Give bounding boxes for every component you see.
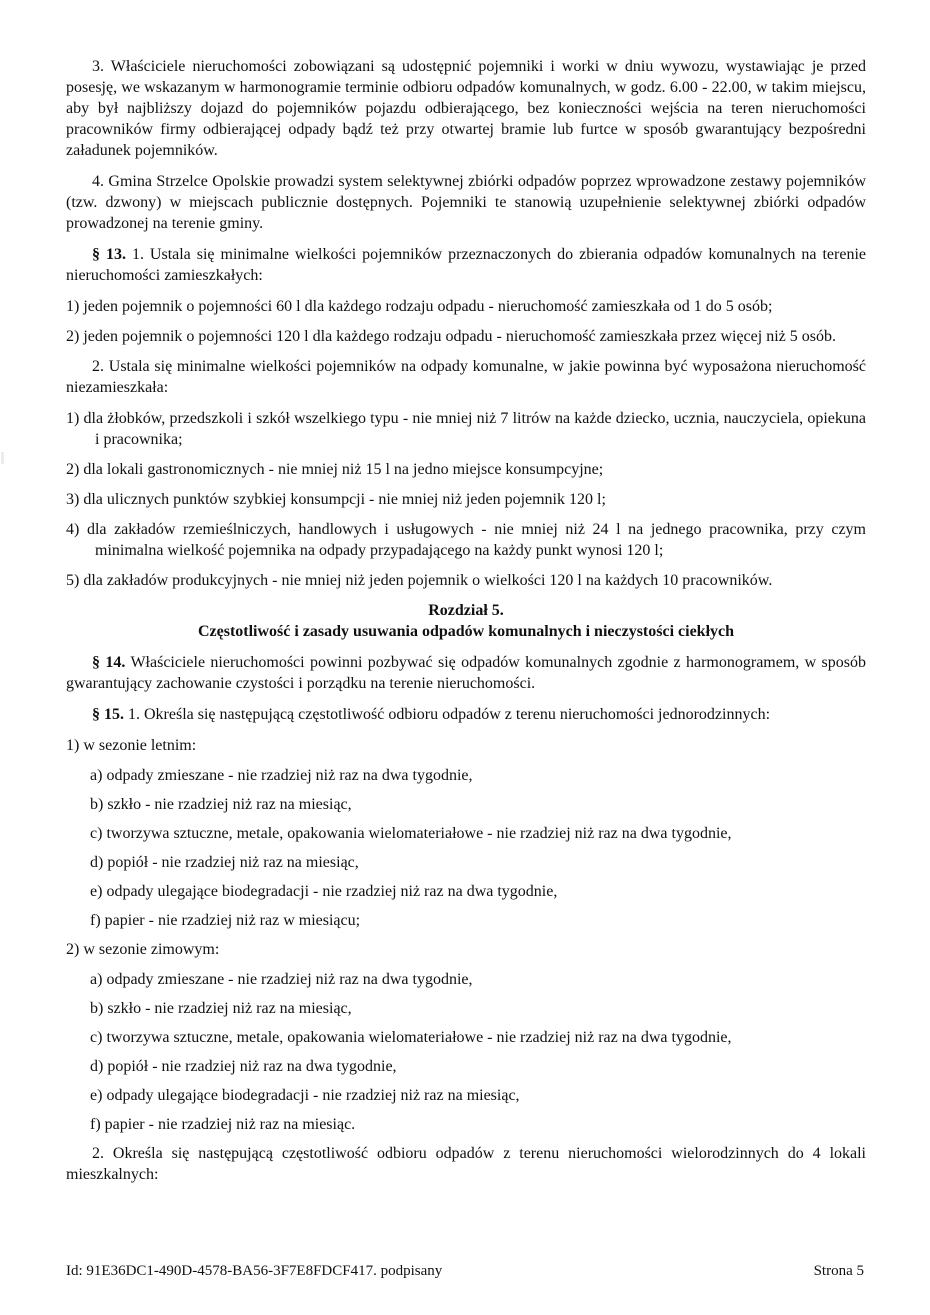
document-content — [66, 56, 866, 1195]
item-text: tworzywa sztuczne, metale, opakowania wielomateriałowe - nie rzadziej niż raz na dwa tygodnie, — [106, 825, 732, 842]
item-text: popiół - nie rzadziej niż raz na miesiąc, — [107, 854, 359, 871]
sub-list-item — [66, 910, 866, 931]
scan-artifact — [1, 452, 4, 464]
section-symbol: § 14. — [92, 654, 126, 671]
item-marker: f) — [90, 1116, 105, 1133]
paragraph — [66, 1143, 866, 1185]
item-text: tworzywa sztuczne, metale, opakowania wielomateriałowe - nie rzadziej niż raz na dwa tygodnie, — [106, 1029, 732, 1046]
paragraph — [66, 244, 866, 286]
item-marker: 1) — [66, 410, 84, 427]
item-text: papier - nie rzadziej niż raz na miesiąc. — [104, 1116, 356, 1133]
paragraph — [66, 356, 866, 398]
sub-list-item — [66, 852, 866, 873]
item-text: papier - nie rzadziej niż raz w miesiącu; — [104, 912, 361, 929]
item-text: jeden pojemnik o pojemności 120 l dla każdego rodzaju odpadu - nieruchomość zamieszkała przez więcej niż 5 osób. — [83, 328, 836, 345]
list-item — [66, 735, 866, 756]
item-marker: e) — [90, 1087, 107, 1104]
sub-list-item — [66, 1085, 866, 1106]
item-text: w sezonie zimowym: — [83, 941, 220, 958]
item-text: szkło - nie rzadziej niż raz na miesiąc, — [107, 796, 352, 813]
item-marker: d) — [90, 1058, 108, 1075]
item-text: 1. Określa się następującą częstotliwość odbioru odpadów z terenu nieruchomości jednorodzinnych: — [128, 706, 771, 723]
list-item — [66, 939, 866, 960]
item-text: odpady ulegające biodegradacji - nie rzadziej niż raz na dwa tygodnie, — [106, 883, 558, 900]
item-marker: f) — [90, 912, 105, 929]
item-text: 2. Określa się następującą częstotliwość odbioru odpadów z terenu nieruchomości wielorodzinnych do 4 lokali mieszkalnych: — [66, 1145, 866, 1183]
sub-list-item — [66, 1027, 866, 1048]
item-marker: 3) — [66, 491, 84, 508]
item-text: dla żłobków, przedszkoli i szkół wszelkiego typu - nie mniej niż 7 litrów na każde dziecko, ucznia, nauczyciela, opiekuna i pracownika; — [83, 410, 866, 448]
list-item — [66, 570, 866, 591]
item-marker: e) — [90, 883, 107, 900]
item-text: dla zakładów produkcyjnych - nie mniej niż jeden pojemnik o wielkości 120 l na każdych 10 pracowników. — [83, 572, 773, 589]
sub-list-item — [66, 998, 866, 1019]
item-text: dla lokali gastronomicznych - nie mniej niż 15 l na jedno miejsce konsumpcyjne; — [83, 461, 604, 478]
sub-list-item — [66, 1056, 866, 1077]
item-marker: 2) — [66, 941, 84, 958]
item-marker: c) — [90, 1029, 107, 1046]
item-marker: 5) — [66, 572, 84, 589]
list-item — [66, 296, 866, 317]
paragraph — [66, 704, 866, 725]
item-marker: 1) — [66, 737, 84, 754]
sub-list-item — [66, 794, 866, 815]
item-text: dla ulicznych punktów szybkiej konsumpcji - nie mniej niż jeden pojemnik 120 l; — [83, 491, 606, 508]
item-text: 2. Ustala się minimalne wielkości pojemników na odpady komunalne, w jakie powinna być wyposażona nieruchomość niezamieszkała: — [66, 358, 866, 396]
sub-list-item — [66, 1114, 866, 1135]
item-marker: 4) — [66, 521, 87, 538]
item-marker: 2) — [66, 328, 84, 345]
list-item — [66, 519, 866, 561]
paragraph — [66, 171, 866, 234]
page-number-label: Strona 5 — [813, 1263, 864, 1279]
item-text: jeden pojemnik o pojemności 60 l dla każdego rodzaju odpadu - nieruchomość zamieszkała od 1 do 5 osób; — [83, 298, 773, 315]
item-text: w sezonie letnim: — [83, 737, 197, 754]
item-text: 1. Ustala się minimalne wielkości pojemników przeznaczonych do zbierania odpadów komunalnych na terenie nieruchomości zamieszkałych: — [66, 246, 866, 284]
chapter-heading — [66, 600, 866, 642]
sub-list-item — [66, 765, 866, 786]
list-item — [66, 326, 866, 347]
paragraph — [66, 652, 866, 694]
section-symbol: § 13. — [92, 246, 126, 263]
list-item — [66, 408, 866, 450]
list-item — [66, 489, 866, 510]
item-text: dla zakładów rzemieślniczych, handlowych i usługowych - nie mniej niż 24 l na jednego pracownika, przy czym minimalna wielkość pojemnika na odpady przypadającego na każdy punkt wynosi 120 l; — [86, 521, 867, 559]
page-footer — [66, 1262, 864, 1281]
sub-list-item — [66, 881, 866, 902]
item-marker: c) — [90, 825, 107, 842]
item-marker: 1) — [66, 298, 84, 315]
item-marker: a) — [90, 767, 107, 784]
paragraph — [66, 56, 866, 161]
item-text: odpady zmieszane - nie rzadziej niż raz na dwa tygodnie, — [106, 971, 473, 988]
item-marker: b) — [90, 796, 108, 813]
item-marker: b) — [90, 1000, 108, 1017]
item-text: popiół - nie rzadziej niż raz na dwa tygodnie, — [107, 1058, 397, 1075]
section-symbol: § 15. — [92, 706, 124, 723]
item-marker: a) — [90, 971, 107, 988]
item-text: 3. Właściciele nieruchomości zobowiązani są udostępnić pojemniki i worki w dniu wywozu, wystawiając je przed posesję, we wskazanym w harmonogramie terminie odbioru odpadów komunalnych, w godz. 6.00 - 22.00, w takim miejscu, aby był najbliższy dojazd do pojemników pojazdu odbierającego, bez konieczności wejścia na teren nieruchomości pracowników firmy odbierającej odpady bądź też przy otwartej bramie lub furtce w sposób gwarantujący bezpośredni załadunek pojemników. — [66, 58, 866, 159]
sub-list-item — [66, 823, 866, 844]
item-marker: 2) — [66, 461, 84, 478]
list-item — [66, 459, 866, 480]
sub-list-item — [66, 969, 866, 990]
item-text: Właściciele nieruchomości powinni pozbywać się odpadów komunalnych zgodnie z harmonogramem, w sposób gwarantujący zachowanie czystości i porządku na terenie nieruchomości. — [66, 654, 867, 692]
item-text: 4. Gmina Strzelce Opolskie prowadzi system selektywnej zbiórki odpadów poprzez wprowadzone zestawy pojemników (tzw. dzwony) w miejscach publicznie dostępnych. Pojemniki te stanowią uzupełnienie selektywnej zbiórki odpadów prowadzonej na terenie gminy. — [66, 173, 866, 232]
item-text: odpady zmieszane - nie rzadziej niż raz na dwa tygodnie, — [106, 767, 473, 784]
item-text: szkło - nie rzadziej niż raz na miesiąc, — [107, 1000, 352, 1017]
item-marker: d) — [90, 854, 108, 871]
document-id-text: Id: 91E36DC1-490D-4578-BA56-3F7E8FDCF417. podpisany — [66, 1263, 443, 1279]
item-text: odpady ulegające biodegradacji - nie rzadziej niż raz na miesiąc, — [106, 1087, 520, 1104]
chapter-heading-line: Częstotliwość i zasady usuwania odpadów komunalnych i nieczystości ciekłych — [197, 623, 735, 640]
chapter-heading-line: Rozdział 5. — [428, 602, 504, 619]
